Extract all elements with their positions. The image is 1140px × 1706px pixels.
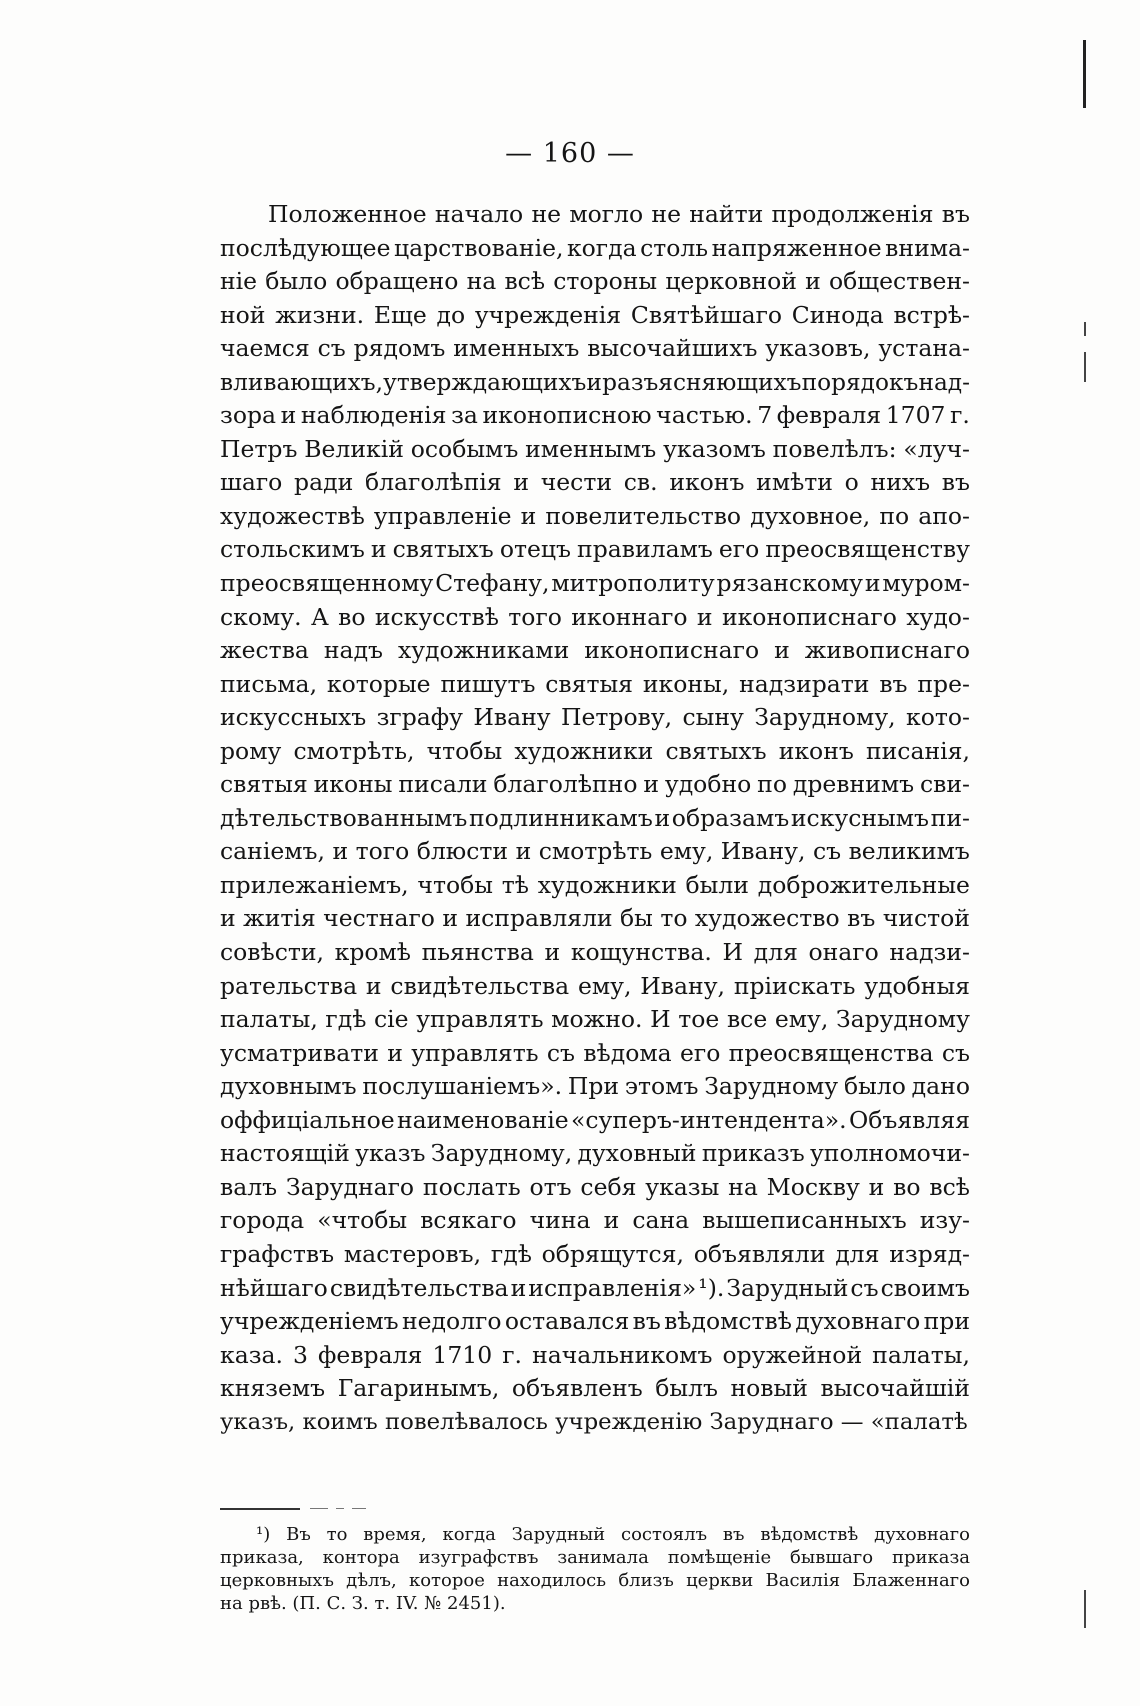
footnote-line: церковныхъ дѣлъ, которое находилось близъ церкви Василія Блаженнаго xyxy=(220,1570,970,1591)
text-line: чаемся съ рядомъ именныхъ высочайшихъ указовъ, устана- xyxy=(220,334,970,363)
text-line: Петръ Великій особымъ именнымъ указомъ повелѣлъ: «луч- xyxy=(220,434,970,463)
footnote-rule-dash xyxy=(336,1508,344,1509)
footnote-line: приказа, контора изуграфствъ занимала помѣщеніе бывшаго приказа xyxy=(220,1547,970,1568)
text-line: совѣсти, кромѣ пьянства и кощунства. И для онаго надзи- xyxy=(220,938,970,967)
footnote-line: ¹) Въ то время, когда Зарудный состоялъ въ вѣдомствѣ духовнаго xyxy=(256,1524,970,1545)
text-line: письма, которые пишутъ святыя иконы, надзирати въ пре- xyxy=(220,669,970,698)
text-line: княземъ Гагаринымъ, объявленъ былъ новый высочайшій xyxy=(220,1374,970,1403)
text-line: Положенное начало не могло не найти продолженія въ xyxy=(268,200,970,228)
text-line: вливающихъ, утверждающихъ и разъясняющихъ порядокъ над- xyxy=(220,368,970,396)
scan-edge-mark xyxy=(1083,40,1086,108)
page-number: — 160 — xyxy=(505,138,635,169)
text-line: указъ, коимъ повелѣвалось учрежденію Заруднаго — «палатѣ xyxy=(220,1408,968,1435)
text-line: валъ Заруднаго послать отъ себя указы на Москву и во всѣ xyxy=(220,1172,970,1201)
text-line: усматривати и управлять съ вѣдома его преосвященства съ xyxy=(220,1038,970,1067)
scan-edge-tick xyxy=(1084,322,1086,336)
text-line: оффиціальное наименованіе «суперъ-интендента». Объявляя xyxy=(220,1105,970,1134)
footnote-rule-dash xyxy=(310,1508,328,1509)
text-line: палаты, гдѣ сіе управлять можно. И тое все ему, Зарудному xyxy=(220,1005,970,1034)
scan-edge-tick xyxy=(1084,352,1086,382)
text-line: зора и наблюденія за иконописною частью. 7 февраля 1707 г. xyxy=(220,401,970,430)
footnote-line: на рвѣ. (П. С. З. т. IV. № 2451). xyxy=(220,1593,506,1614)
text-line: прилежаніемъ, чтобы тѣ художники были доброжительные xyxy=(220,870,970,899)
text-line: рому смотрѣть, чтобы художники святыхъ иконъ писанія, xyxy=(220,736,970,765)
text-line: учрежденіемъ недолго оставался въ вѣдомствѣ духовнаго при xyxy=(220,1307,970,1336)
text-line: дѣтельствованнымъ подлинникамъ и образамъ искуснымъ пи- xyxy=(220,803,970,832)
text-line: графствъ мастеровъ, гдѣ обрящутся, объявляли для изряд- xyxy=(220,1239,970,1268)
text-line: города «чтобы всякаго чина и сана вышеписанныхъ изу- xyxy=(220,1206,970,1235)
text-line: ной жизни. Еще до учрежденія Святѣйшаго Синода встрѣ- xyxy=(220,300,970,329)
text-line: рательства и свидѣтельства ему, Ивану, пріискать удобныя xyxy=(220,971,970,1000)
text-line: скому. А во искусствѣ того иконнаго и иконописнаго худо- xyxy=(220,602,970,631)
footnote-rule-dash xyxy=(352,1508,366,1509)
footnote-rule xyxy=(220,1508,300,1510)
text-line: нѣйшаго свидѣтельства и исправленія» ¹). Зарудный съ своимъ xyxy=(220,1273,970,1302)
text-line: жества надъ художниками иконописнаго и живописнаго xyxy=(220,636,970,665)
footnote xyxy=(220,1523,970,1615)
text-line: и житія честнаго и исправляли бы то художество въ чистой xyxy=(220,904,970,933)
text-line: стольскимъ и святыхъ отецъ правиламъ его преосвященству xyxy=(220,535,970,564)
text-line: преосвященному Стефану, митрополиту рязанскому и муром- xyxy=(220,569,970,598)
text-line: ніе было обращено на всѣ стороны церковной и обществен- xyxy=(220,267,970,296)
text-line: искуссныхъ зграфу Ивану Петрову, сыну Зарудному, кото- xyxy=(220,703,970,732)
text-line: шаго ради благолѣпія и чести св. иконъ имѣти о нихъ въ xyxy=(220,468,970,497)
text-line: саніемъ, и того блюсти и смотрѣть ему, Ивану, съ великимъ xyxy=(220,837,970,866)
text-line: духовнымъ послушаніемъ». При этомъ Зарудному было дано xyxy=(220,1072,970,1101)
text-line: художествѣ управленіе и повелительство духовное, по апо- xyxy=(220,501,970,530)
text-line: настоящій указъ Зарудному, духовный приказъ уполномочи- xyxy=(220,1139,970,1168)
scan-edge-tick xyxy=(1084,1590,1086,1628)
text-line: послѣдующее царствованіе, когда столь напряженное внима- xyxy=(220,233,970,262)
body-text xyxy=(220,198,970,1439)
text-line: каза. 3 февраля 1710 г. начальникомъ оружейной палаты, xyxy=(220,1340,970,1369)
text-line: святыя иконы писали благолѣпно и удобно по древнимъ сви- xyxy=(220,770,970,799)
